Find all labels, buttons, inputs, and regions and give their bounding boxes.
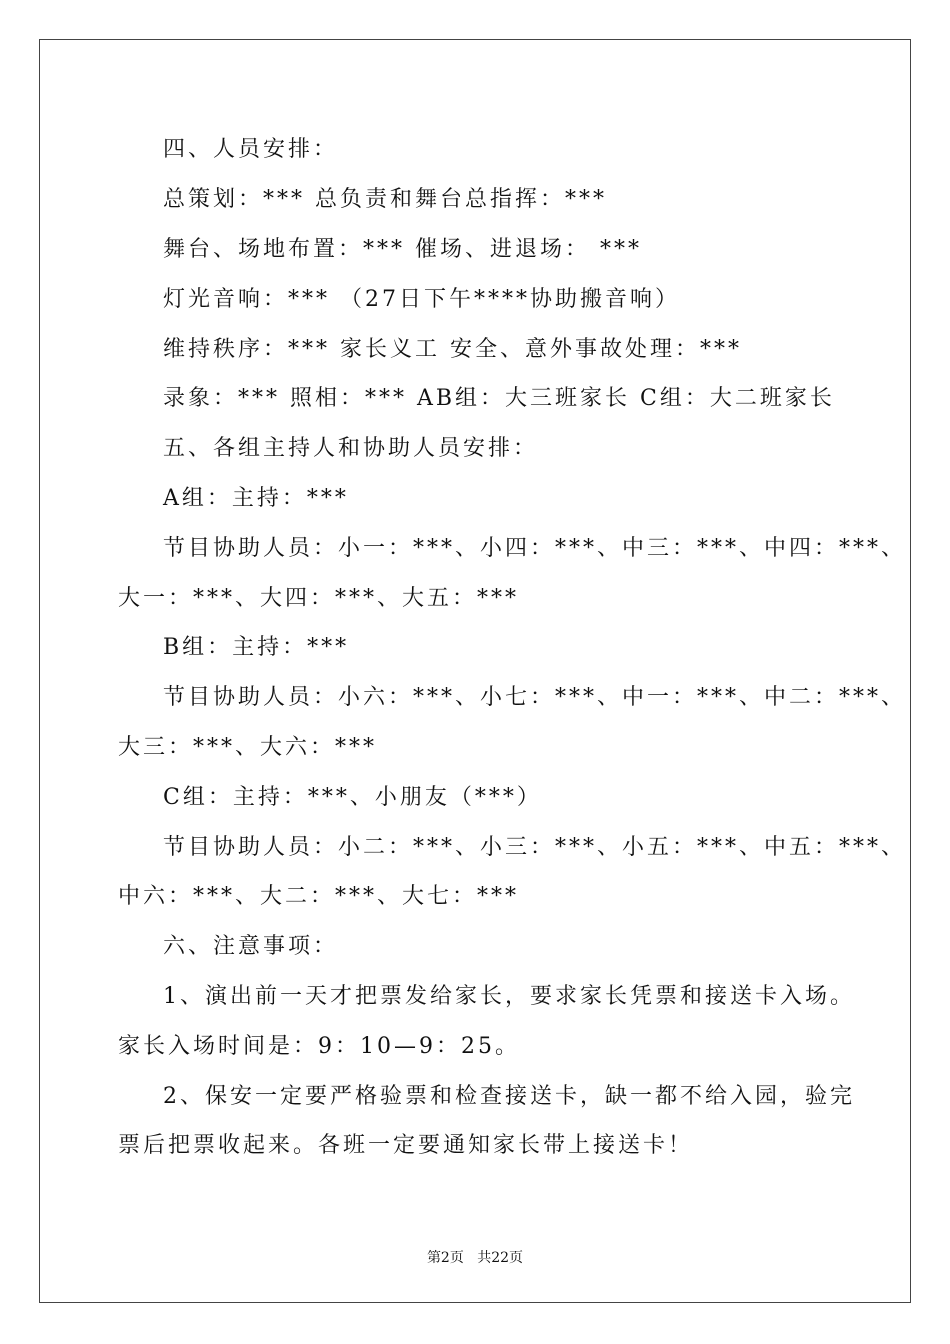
page-footer	[0, 1247, 950, 1267]
text-line: 家长入场时间是：9：10—9：25。	[118, 1034, 520, 1059]
text-line: A组：主持：***	[163, 486, 349, 511]
text-line: 节目协助人员：小二：***、小三：***、小五：***、中五：***、	[163, 835, 907, 860]
text-line: 2、保安一定要严格验票和检查接送卡，缺一都不给入园，验完	[163, 1084, 855, 1109]
text-line: C组：主持：***、小朋友（***）	[163, 785, 542, 810]
text-line: 灯光音响：*** （27日下午****协助搬音响）	[163, 287, 680, 312]
text-line: 舞台、场地布置：*** 催场、进退场： ***	[163, 237, 642, 262]
text-line: 维持秩序：*** 家长义工 安全、意外事故处理：***	[163, 337, 742, 362]
section-heading: 四、人员安排：	[163, 137, 339, 162]
page-border	[39, 39, 911, 1303]
text-line: 节目协助人员：小六：***、小七：***、中一：***、中二：***、	[163, 685, 907, 710]
page-number: 第2页	[426, 1250, 464, 1266]
text-line: B组：主持：***	[163, 635, 350, 660]
text-line: 票后把票收起来。各班一定要通知家长带上接送卡！	[118, 1133, 694, 1158]
text-line: 录象：*** 照相：*** AB组：大三班家长 C组：大二班家长	[163, 386, 835, 411]
section-heading: 五、各组主持人和协助人员安排：	[163, 436, 539, 461]
text-line: 大三：***、大六：***	[118, 735, 378, 760]
text-line: 1、演出前一天才把票发给家长，要求家长凭票和接送卡入场。	[163, 984, 855, 1009]
text-line: 大一：***、大四：***、大五：***	[118, 586, 520, 611]
text-line: 总策划：*** 总负责和舞台总指挥：***	[163, 187, 607, 212]
page-total: 共22页	[477, 1250, 524, 1266]
text-line: 节目协助人员：小一：***、小四：***、中三：***、中四：***、	[163, 536, 907, 561]
text-line: 中六：***、大二：***、大七：***	[118, 884, 520, 909]
section-heading: 六、注意事项：	[163, 934, 339, 959]
